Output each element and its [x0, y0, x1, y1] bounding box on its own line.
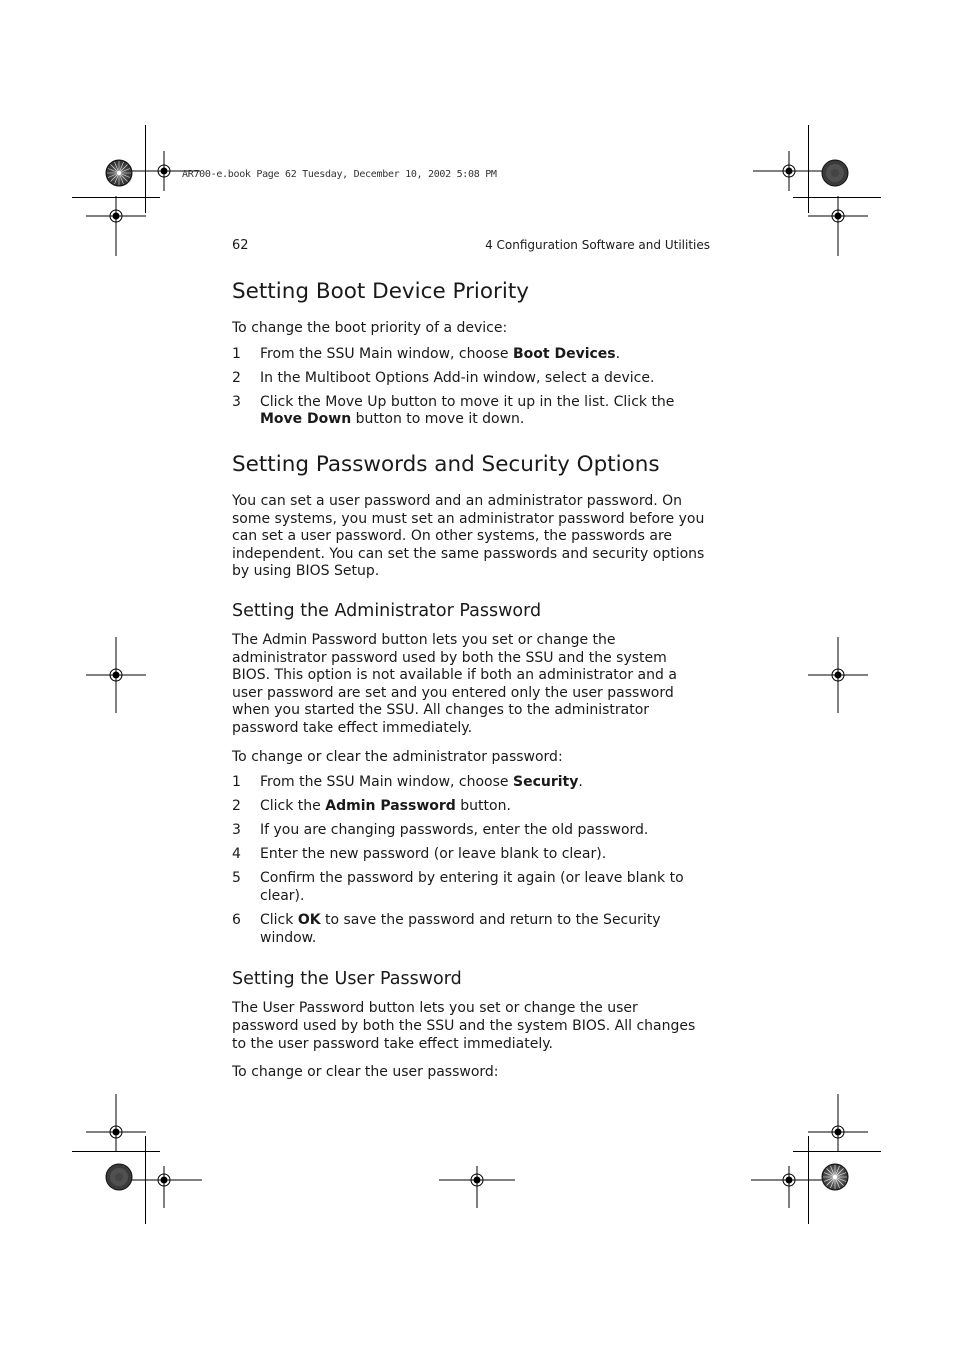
- list-item: 2 In the Multiboot Options Add-in window, select a device.: [232, 369, 655, 386]
- crosshair-icon: [126, 1166, 202, 1208]
- list-item: 3 If you are changing passwords, enter the old password.: [232, 822, 649, 839]
- list-item: 5 Confirm the password by entering it again (or leave blank to clear).: [232, 870, 684, 905]
- registration-disc-icon: [822, 160, 848, 186]
- security-body: You can set a user password and an administrator password. On some systems, you must set an administrator password before you can set a user password. On other systems, the passwords are independent. You can set the same passwords and security options by using BIOS Setup.: [232, 492, 705, 580]
- crosshair-icon: [808, 1094, 868, 1152]
- admin-steps: [232, 774, 708, 947]
- boot-steps: [232, 346, 708, 429]
- admin-body: The Admin Password button lets you set or change the administrator password used by both the SSU and the system BIOS. This option is not available if both an administrator and a user password are set and you entered only the user password when you started the SSU. All changes to the administrator password take effect immediately.: [232, 631, 677, 736]
- page-content: [232, 278, 708, 1082]
- section-title-boot-priority: Setting Boot Device Priority: [232, 279, 530, 304]
- file-slug: AR700-e.book Page 62 Tuesday, December 10, 2002 5:08 PM: [182, 169, 497, 180]
- crosshair-icon: [86, 637, 146, 713]
- registration-disc-icon: [106, 160, 132, 186]
- list-item: 1 From the SSU Main window, choose Security.: [232, 774, 583, 791]
- list-item: 6 Click OK to save the password and return to the Security window.: [232, 912, 661, 946]
- list-item: 3 Click the Move Up button to move it up in the list. Click the Move Down button to move it down.: [232, 393, 675, 428]
- boot-intro: To change the boot priority of a device:: [232, 320, 508, 336]
- list-item: 2 Click the Admin Password button.: [232, 798, 511, 815]
- user-body: The User Password button lets you set or change the user password used by both the SSU and the system BIOS. All changes to the user password take effect immediately.: [232, 1000, 696, 1052]
- registration-disc-icon: [822, 1164, 848, 1190]
- list-item: 4 Enter the new password (or leave blank to clear).: [232, 846, 607, 863]
- admin-intro: To change or clear the administrator password:: [232, 748, 563, 765]
- chapter-title: 4 Configuration Software and Utilities: [485, 238, 710, 252]
- crosshair-icon: [751, 1166, 827, 1208]
- page-number: 62: [232, 238, 249, 253]
- registration-disc-icon: [106, 1164, 132, 1190]
- list-item: 1 From the SSU Main window, choose Boot Devices.: [232, 345, 621, 362]
- crosshair-icon: [808, 196, 868, 256]
- crosshair-icon: [808, 637, 868, 713]
- subsection-title-user-password: Setting the User Password: [232, 969, 462, 990]
- crosshair-icon: [753, 151, 825, 191]
- crosshair-icon: [86, 196, 146, 256]
- section-title-security: Setting Passwords and Security Options: [232, 451, 660, 477]
- subsection-title-admin-password: Setting the Administrator Password: [232, 600, 542, 621]
- crosshair-icon: [439, 1166, 515, 1208]
- user-intro: To change or clear the user password:: [232, 1064, 499, 1081]
- crosshair-icon: [86, 1094, 146, 1152]
